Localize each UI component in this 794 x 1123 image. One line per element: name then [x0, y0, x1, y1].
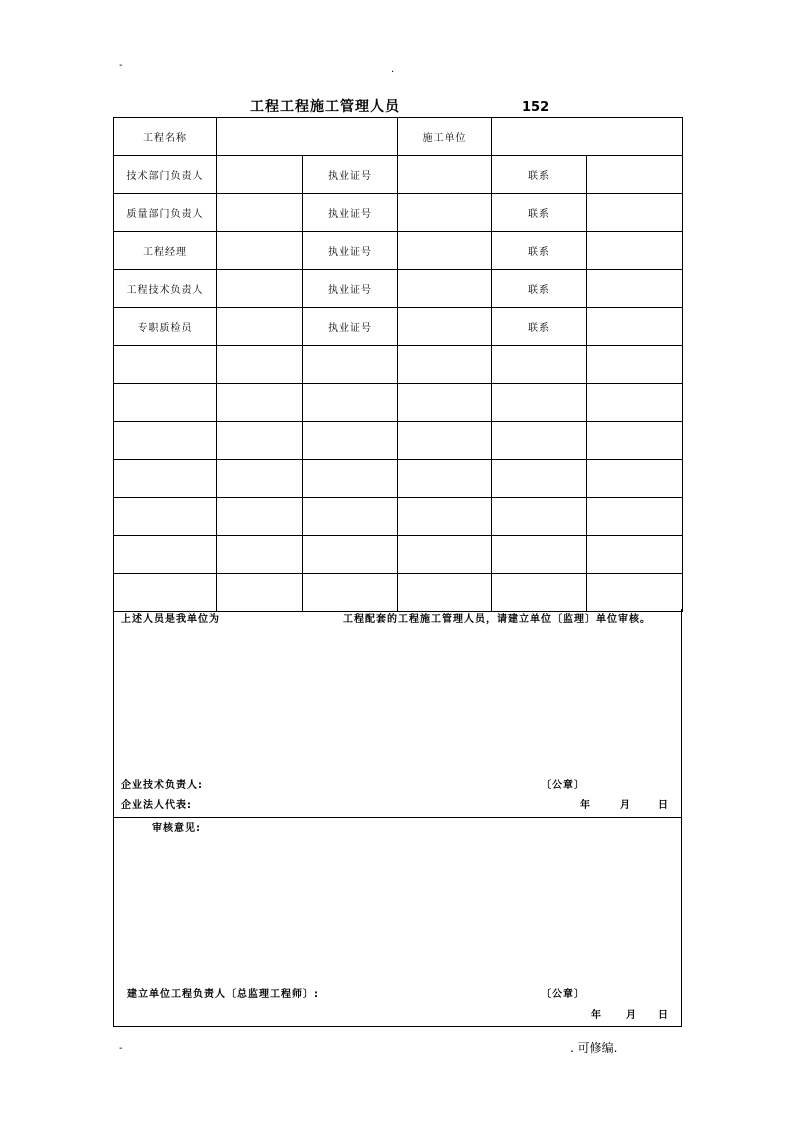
cert-number-cell[interactable] — [398, 308, 492, 346]
blank-cell[interactable] — [492, 498, 587, 536]
cert-number-label: 执业证号 — [303, 156, 398, 194]
declaration-month-label: 月 — [620, 800, 631, 811]
table-row-blank — [114, 346, 683, 384]
blank-cell[interactable] — [587, 574, 683, 612]
role-label: 工程经理 — [114, 232, 217, 270]
construction-unit-label: 施工单位 — [398, 118, 492, 156]
blank-cell[interactable] — [587, 346, 683, 384]
blank-cell[interactable] — [303, 498, 398, 536]
header-mark-left: - — [119, 60, 123, 71]
review-month-label: 月 — [626, 1010, 637, 1021]
table-row — [114, 308, 683, 346]
company-seal-label: 〔公章〕 — [541, 780, 585, 791]
project-name-label: 工程名称 — [114, 118, 217, 156]
blank-cell[interactable] — [398, 536, 492, 574]
table-row-blank — [114, 574, 683, 612]
table-row-blank — [114, 384, 683, 422]
footer-editable-note: . 可修编. — [570, 1041, 618, 1055]
page-title: 工程工程施工管理人员 — [250, 99, 400, 115]
blank-cell[interactable] — [398, 422, 492, 460]
role-label: 工程技术负责人 — [114, 270, 217, 308]
construction-unit-value[interactable] — [492, 118, 683, 156]
blank-cell[interactable] — [587, 536, 683, 574]
blank-cell[interactable] — [114, 384, 217, 422]
declaration-section — [113, 609, 682, 818]
table-row — [114, 118, 683, 156]
blank-cell[interactable] — [492, 536, 587, 574]
header-mark-right: . — [391, 64, 395, 75]
declaration-text-right: 工程配套的工程施工管理人员，请建立单位〔监理〕单位审核。 — [343, 614, 651, 625]
table-row-blank — [114, 460, 683, 498]
blank-cell[interactable] — [303, 346, 398, 384]
blank-cell[interactable] — [114, 346, 217, 384]
contact-cell[interactable] — [587, 270, 683, 308]
blank-cell[interactable] — [492, 346, 587, 384]
person-name-cell[interactable] — [217, 194, 303, 232]
blank-cell[interactable] — [303, 422, 398, 460]
review-day-label: 日 — [658, 1010, 669, 1021]
blank-cell[interactable] — [114, 498, 217, 536]
person-name-cell[interactable] — [217, 232, 303, 270]
blank-cell[interactable] — [114, 460, 217, 498]
blank-cell[interactable] — [303, 536, 398, 574]
blank-cell[interactable] — [114, 422, 217, 460]
blank-cell[interactable] — [492, 384, 587, 422]
blank-cell[interactable] — [217, 422, 303, 460]
blank-cell[interactable] — [217, 460, 303, 498]
tech-head-label: 企业技术负责人: — [121, 780, 203, 791]
cert-number-cell[interactable] — [398, 194, 492, 232]
cert-number-label: 执业证号 — [303, 270, 398, 308]
table-row-blank — [114, 498, 683, 536]
review-signer-label: 建立单位工程负责人〔总监理工程师〕: — [127, 989, 319, 1000]
declaration-year-label: 年 — [580, 800, 591, 811]
table-row-blank — [114, 422, 683, 460]
blank-cell[interactable] — [217, 498, 303, 536]
blank-cell[interactable] — [587, 498, 683, 536]
blank-cell[interactable] — [398, 498, 492, 536]
blank-cell[interactable] — [303, 384, 398, 422]
cert-number-label: 执业证号 — [303, 194, 398, 232]
role-label: 质量部门负责人 — [114, 194, 217, 232]
blank-cell[interactable] — [303, 460, 398, 498]
contact-label: 联系 — [492, 232, 587, 270]
blank-cell[interactable] — [492, 422, 587, 460]
review-opinion-label: 审核意见: — [152, 823, 201, 834]
blank-cell[interactable] — [492, 574, 587, 612]
contact-cell[interactable] — [587, 156, 683, 194]
table-row — [114, 194, 683, 232]
cert-number-cell[interactable] — [398, 232, 492, 270]
blank-cell[interactable] — [398, 574, 492, 612]
table-row — [114, 270, 683, 308]
cert-number-label: 执业证号 — [303, 232, 398, 270]
contact-label: 联系 — [492, 156, 587, 194]
blank-cell[interactable] — [114, 574, 217, 612]
review-seal-label: 〔公章〕 — [541, 989, 585, 1000]
blank-cell[interactable] — [303, 574, 398, 612]
blank-cell[interactable] — [398, 460, 492, 498]
review-section — [113, 818, 682, 1027]
person-name-cell[interactable] — [217, 270, 303, 308]
contact-label: 联系 — [492, 270, 587, 308]
cert-number-cell[interactable] — [398, 156, 492, 194]
declaration-day-label: 日 — [658, 800, 669, 811]
table-row — [114, 232, 683, 270]
blank-cell[interactable] — [587, 422, 683, 460]
person-name-cell[interactable] — [217, 308, 303, 346]
table-row — [114, 156, 683, 194]
blank-cell[interactable] — [217, 574, 303, 612]
cert-number-label: 执业证号 — [303, 308, 398, 346]
footer-mark-left: - — [119, 1043, 123, 1054]
declaration-text-left: 上述人员是我单位为 — [121, 614, 220, 625]
role-label: 专职质检员 — [114, 308, 217, 346]
blank-cell[interactable] — [398, 346, 492, 384]
blank-cell[interactable] — [217, 384, 303, 422]
project-name-value[interactable] — [217, 118, 398, 156]
contact-cell[interactable] — [587, 194, 683, 232]
contact-label: 联系 — [492, 308, 587, 346]
role-label: 技术部门负责人 — [114, 156, 217, 194]
blank-cell[interactable] — [217, 536, 303, 574]
blank-cell[interactable] — [492, 460, 587, 498]
document-number: 152 — [522, 100, 550, 115]
personnel-table — [113, 117, 683, 612]
table-row-blank — [114, 536, 683, 574]
blank-cell[interactable] — [217, 346, 303, 384]
blank-cell[interactable] — [398, 384, 492, 422]
legal-rep-label: 企业法人代表: — [121, 800, 192, 811]
contact-cell[interactable] — [587, 232, 683, 270]
cert-number-cell[interactable] — [398, 270, 492, 308]
person-name-cell[interactable] — [217, 156, 303, 194]
contact-cell[interactable] — [587, 308, 683, 346]
blank-cell[interactable] — [587, 460, 683, 498]
blank-cell[interactable] — [114, 536, 217, 574]
blank-cell[interactable] — [587, 384, 683, 422]
review-year-label: 年 — [591, 1010, 602, 1021]
personnel-table-body — [114, 118, 683, 612]
contact-label: 联系 — [492, 194, 587, 232]
